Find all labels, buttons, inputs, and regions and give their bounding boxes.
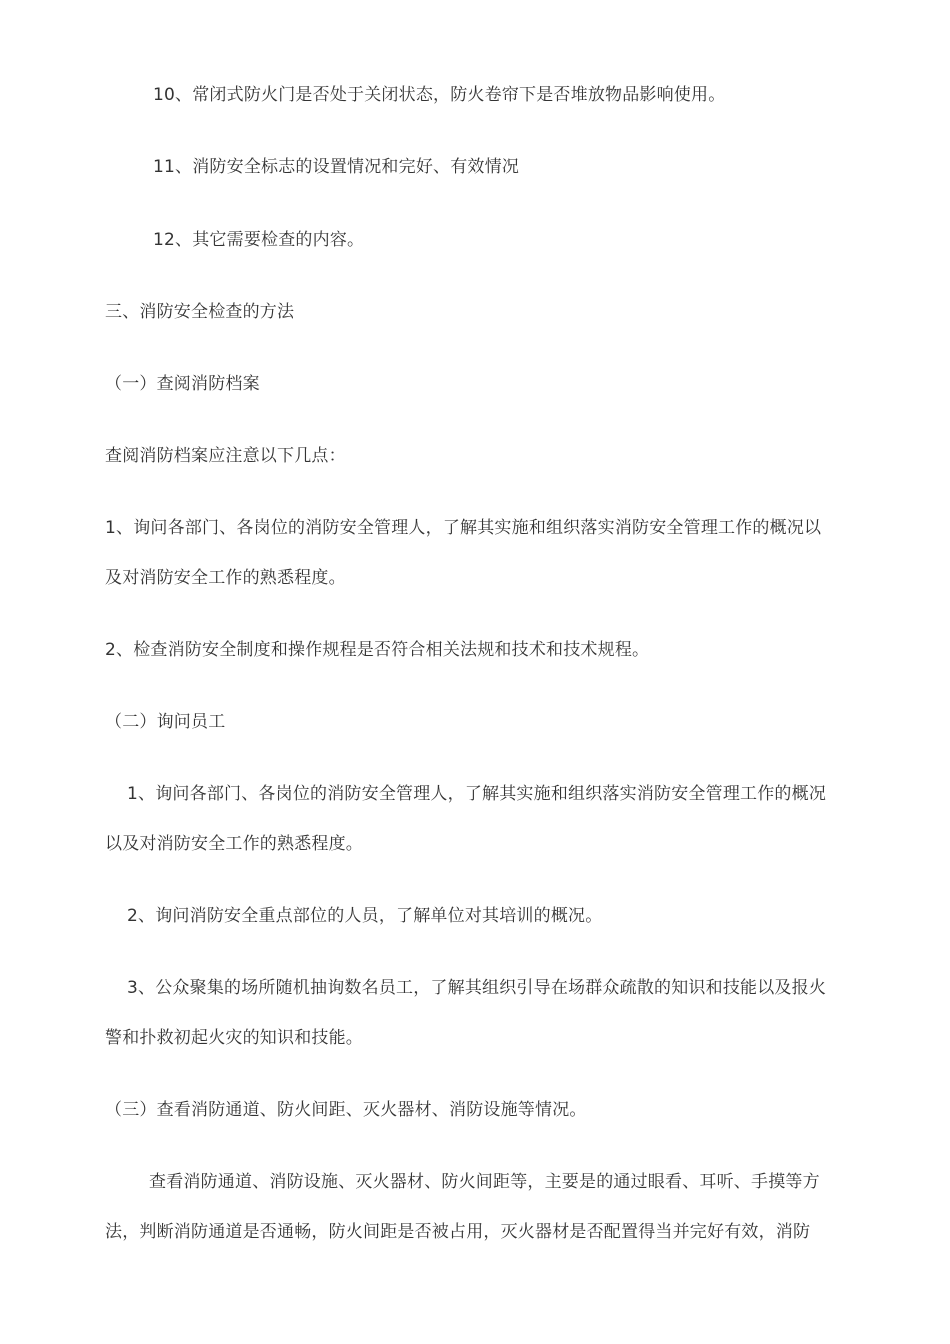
section-heading-3: 三、消防安全检查的方法 [105,302,295,322]
paragraph-line: 3、公众聚集的场所随机抽询数名员工，了解其组织引导在场群众疏散的知识和技能以及报火 [127,978,827,998]
paragraph-line: 法，判断消防通道是否通畅，防火间距是否被占用，灭火器材是否配置得当并完好有效，消防 [105,1222,811,1242]
list-item-11: 11、消防安全标志的设置情况和完好、有效情况 [153,157,520,177]
paragraph-line: 2、询问消防安全重点部位的人员，了解单位对其培训的概况。 [127,906,603,926]
paragraph-line: 警和扑救初起火灾的知识和技能。 [105,1028,363,1048]
subheading-3: （三）查看消防通道、防火间距、灭火器材、消防设施等情况。 [105,1100,587,1120]
paragraph-line: 及对消防安全工作的熟悉程度。 [105,568,346,588]
subheading-2: （二）询问员工 [105,712,226,732]
subheading-1: （一）查阅消防档案 [105,374,260,394]
paragraph-line: 1、询问各部门、各岗位的消防安全管理人，了解其实施和组织落实消防安全管理工作的概况 [127,784,827,804]
paragraph-line: 1、询问各部门、各岗位的消防安全管理人，了解其实施和组织落实消防安全管理工作的概况以 [105,518,822,538]
paragraph-intro: 查阅消防档案应注意以下几点： [105,446,346,466]
paragraph-line: 2、检查消防安全制度和操作规程是否符合相关法规和技术和技术规程。 [105,640,650,660]
list-item-12: 12、其它需要检查的内容。 [153,230,365,250]
paragraph-line: 以及对消防安全工作的熟悉程度。 [105,834,363,854]
list-item-10: 10、常闭式防火门是否处于关闭状态，防火卷帘下是否堆放物品影响使用。 [153,85,726,105]
paragraph-line: 查看消防通道、消防设施、灭火器材、防火间距等，主要是的通过眼看、耳听、手摸等方 [149,1172,820,1192]
